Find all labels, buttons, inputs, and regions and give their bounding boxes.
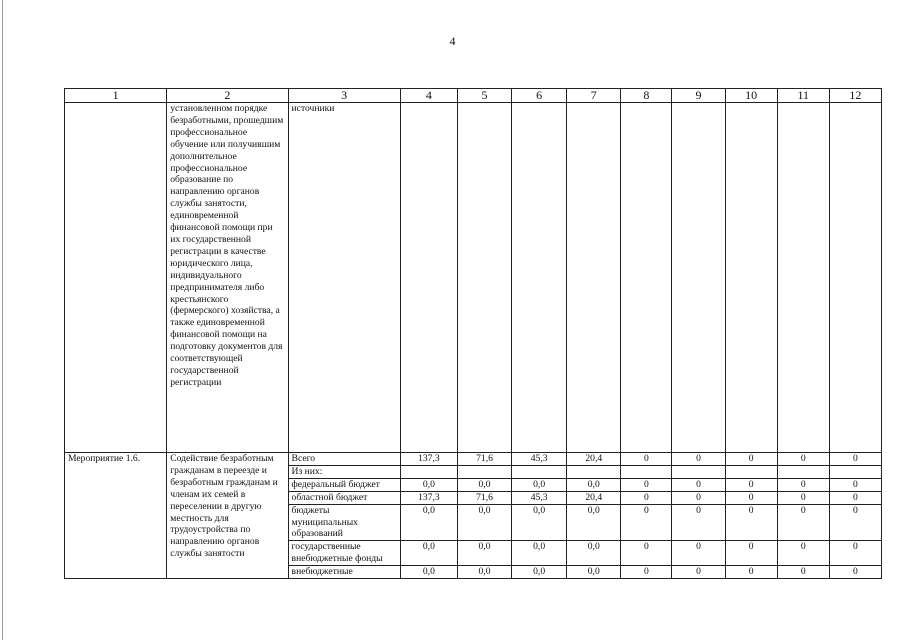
column-number: 7 <box>567 89 621 103</box>
value-cell: 0,0 <box>567 541 621 566</box>
value-cell: 0,0 <box>457 504 511 541</box>
table-row <box>65 453 882 466</box>
value-cell <box>400 465 457 478</box>
value-cell: 0,0 <box>457 478 511 491</box>
value-cell: 0 <box>621 478 672 491</box>
funding-source: внебюджетные <box>288 566 400 579</box>
value-cell: 0,0 <box>400 541 457 566</box>
funding-source: бюджеты муниципальных образований <box>291 504 358 540</box>
value-cell: 0 <box>672 453 725 466</box>
value-cell: 0 <box>777 491 829 504</box>
activity-code: Мероприятие 1.6. <box>65 453 167 579</box>
value-cell: 0 <box>672 478 725 491</box>
value-cell: 0 <box>725 504 777 541</box>
value-cell: 45,3 <box>512 453 567 466</box>
column-number: 3 <box>288 89 400 103</box>
value-cell: 0 <box>829 504 881 541</box>
column-number: 6 <box>512 89 567 103</box>
value-cell: 0,0 <box>512 478 567 491</box>
value-cell: 0 <box>829 491 881 504</box>
value-cell <box>512 465 567 478</box>
value-cell: 0,0 <box>567 478 621 491</box>
funding-source: государственные внебюджетные фонды <box>288 541 400 566</box>
value-cell: 0,0 <box>512 541 567 566</box>
value-cell: 0 <box>777 566 829 579</box>
value-cell: 0 <box>621 491 672 504</box>
column-number: 4 <box>400 89 457 103</box>
value-cell: 71,6 <box>457 491 511 504</box>
value-cell: 0 <box>725 491 777 504</box>
value-cell: 0 <box>777 478 829 491</box>
funding-source: Всего <box>288 453 400 466</box>
value-cell: 0 <box>829 541 881 566</box>
value-cell: 0 <box>777 504 829 541</box>
column-number: 9 <box>672 89 725 103</box>
value-cell: 0,0 <box>400 478 457 491</box>
scan-edge-line <box>2 0 3 640</box>
value-cell <box>672 465 725 478</box>
column-number: 2 <box>167 89 288 103</box>
value-cell: 0 <box>672 541 725 566</box>
value-cell: 0 <box>829 566 881 579</box>
value-cell: 0,0 <box>567 504 621 541</box>
column-number: 12 <box>829 89 881 103</box>
value-cell: 0 <box>725 566 777 579</box>
value-cell: 0,0 <box>457 566 511 579</box>
value-cell: 0 <box>672 504 725 541</box>
value-cell: 0 <box>621 566 672 579</box>
activity-description: Содействие безработным гражданам в переезде и безработным гражданам и членам их семей в переселении в другую местность для трудоустройства по направлению органов службы занятости <box>167 453 288 579</box>
value-cell: 0 <box>777 541 829 566</box>
value-cell: 20,4 <box>567 453 621 466</box>
value-cell: 0 <box>777 453 829 466</box>
continuation-row <box>65 103 882 453</box>
column-number: 5 <box>457 89 511 103</box>
value-cell: 0,0 <box>400 566 457 579</box>
value-cell: 137,3 <box>400 491 457 504</box>
value-cell: 0 <box>829 478 881 491</box>
value-cell: 0 <box>725 478 777 491</box>
continued-description: установленном порядке безработными, прошедшим профессиональное обучение или получившим дополнительное профессиональное образование по направлению органов службы занятости, единовременной финансовой помощи при их государственной регистрации в качестве юридического лица, индивидуального предпринимателя либо крестьянского (фермерского) хозяйства, а также единовременной финансовой помощи на подготовку документов для соответствующей государственной регистрации <box>167 103 288 453</box>
value-cell: 0 <box>672 566 725 579</box>
value-cell: 0 <box>621 504 672 541</box>
funding-source: федеральный бюджет <box>288 478 400 491</box>
column-number: 10 <box>725 89 777 103</box>
value-cell: 0,0 <box>567 566 621 579</box>
page-number: 4 <box>449 34 456 48</box>
value-cell <box>725 465 777 478</box>
value-cell: 0,0 <box>457 541 511 566</box>
value-cell: 0 <box>725 541 777 566</box>
value-cell: 0,0 <box>512 566 567 579</box>
funding-source: областной бюджет <box>288 491 400 504</box>
value-cell: 0 <box>725 453 777 466</box>
value-cell <box>457 465 511 478</box>
table-header-row <box>65 89 882 103</box>
value-cell: 0 <box>621 453 672 466</box>
value-cell <box>621 465 672 478</box>
value-cell: 45,3 <box>512 491 567 504</box>
value-cell: 0 <box>672 491 725 504</box>
budget-table <box>64 88 882 579</box>
value-cell <box>777 465 829 478</box>
value-cell <box>567 465 621 478</box>
value-cell: 0 <box>621 541 672 566</box>
value-cell: 137,3 <box>400 453 457 466</box>
column-number: 8 <box>621 89 672 103</box>
value-cell: 0,0 <box>400 504 457 541</box>
value-cell: 0,0 <box>512 504 567 541</box>
value-cell: 20,4 <box>567 491 621 504</box>
value-cell <box>829 465 881 478</box>
column-number: 1 <box>65 89 167 103</box>
continued-source: источники <box>288 103 400 453</box>
column-number: 11 <box>777 89 829 103</box>
value-cell: 71,6 <box>457 453 511 466</box>
funding-source: Из них: <box>288 465 400 478</box>
value-cell: 0 <box>829 453 881 466</box>
